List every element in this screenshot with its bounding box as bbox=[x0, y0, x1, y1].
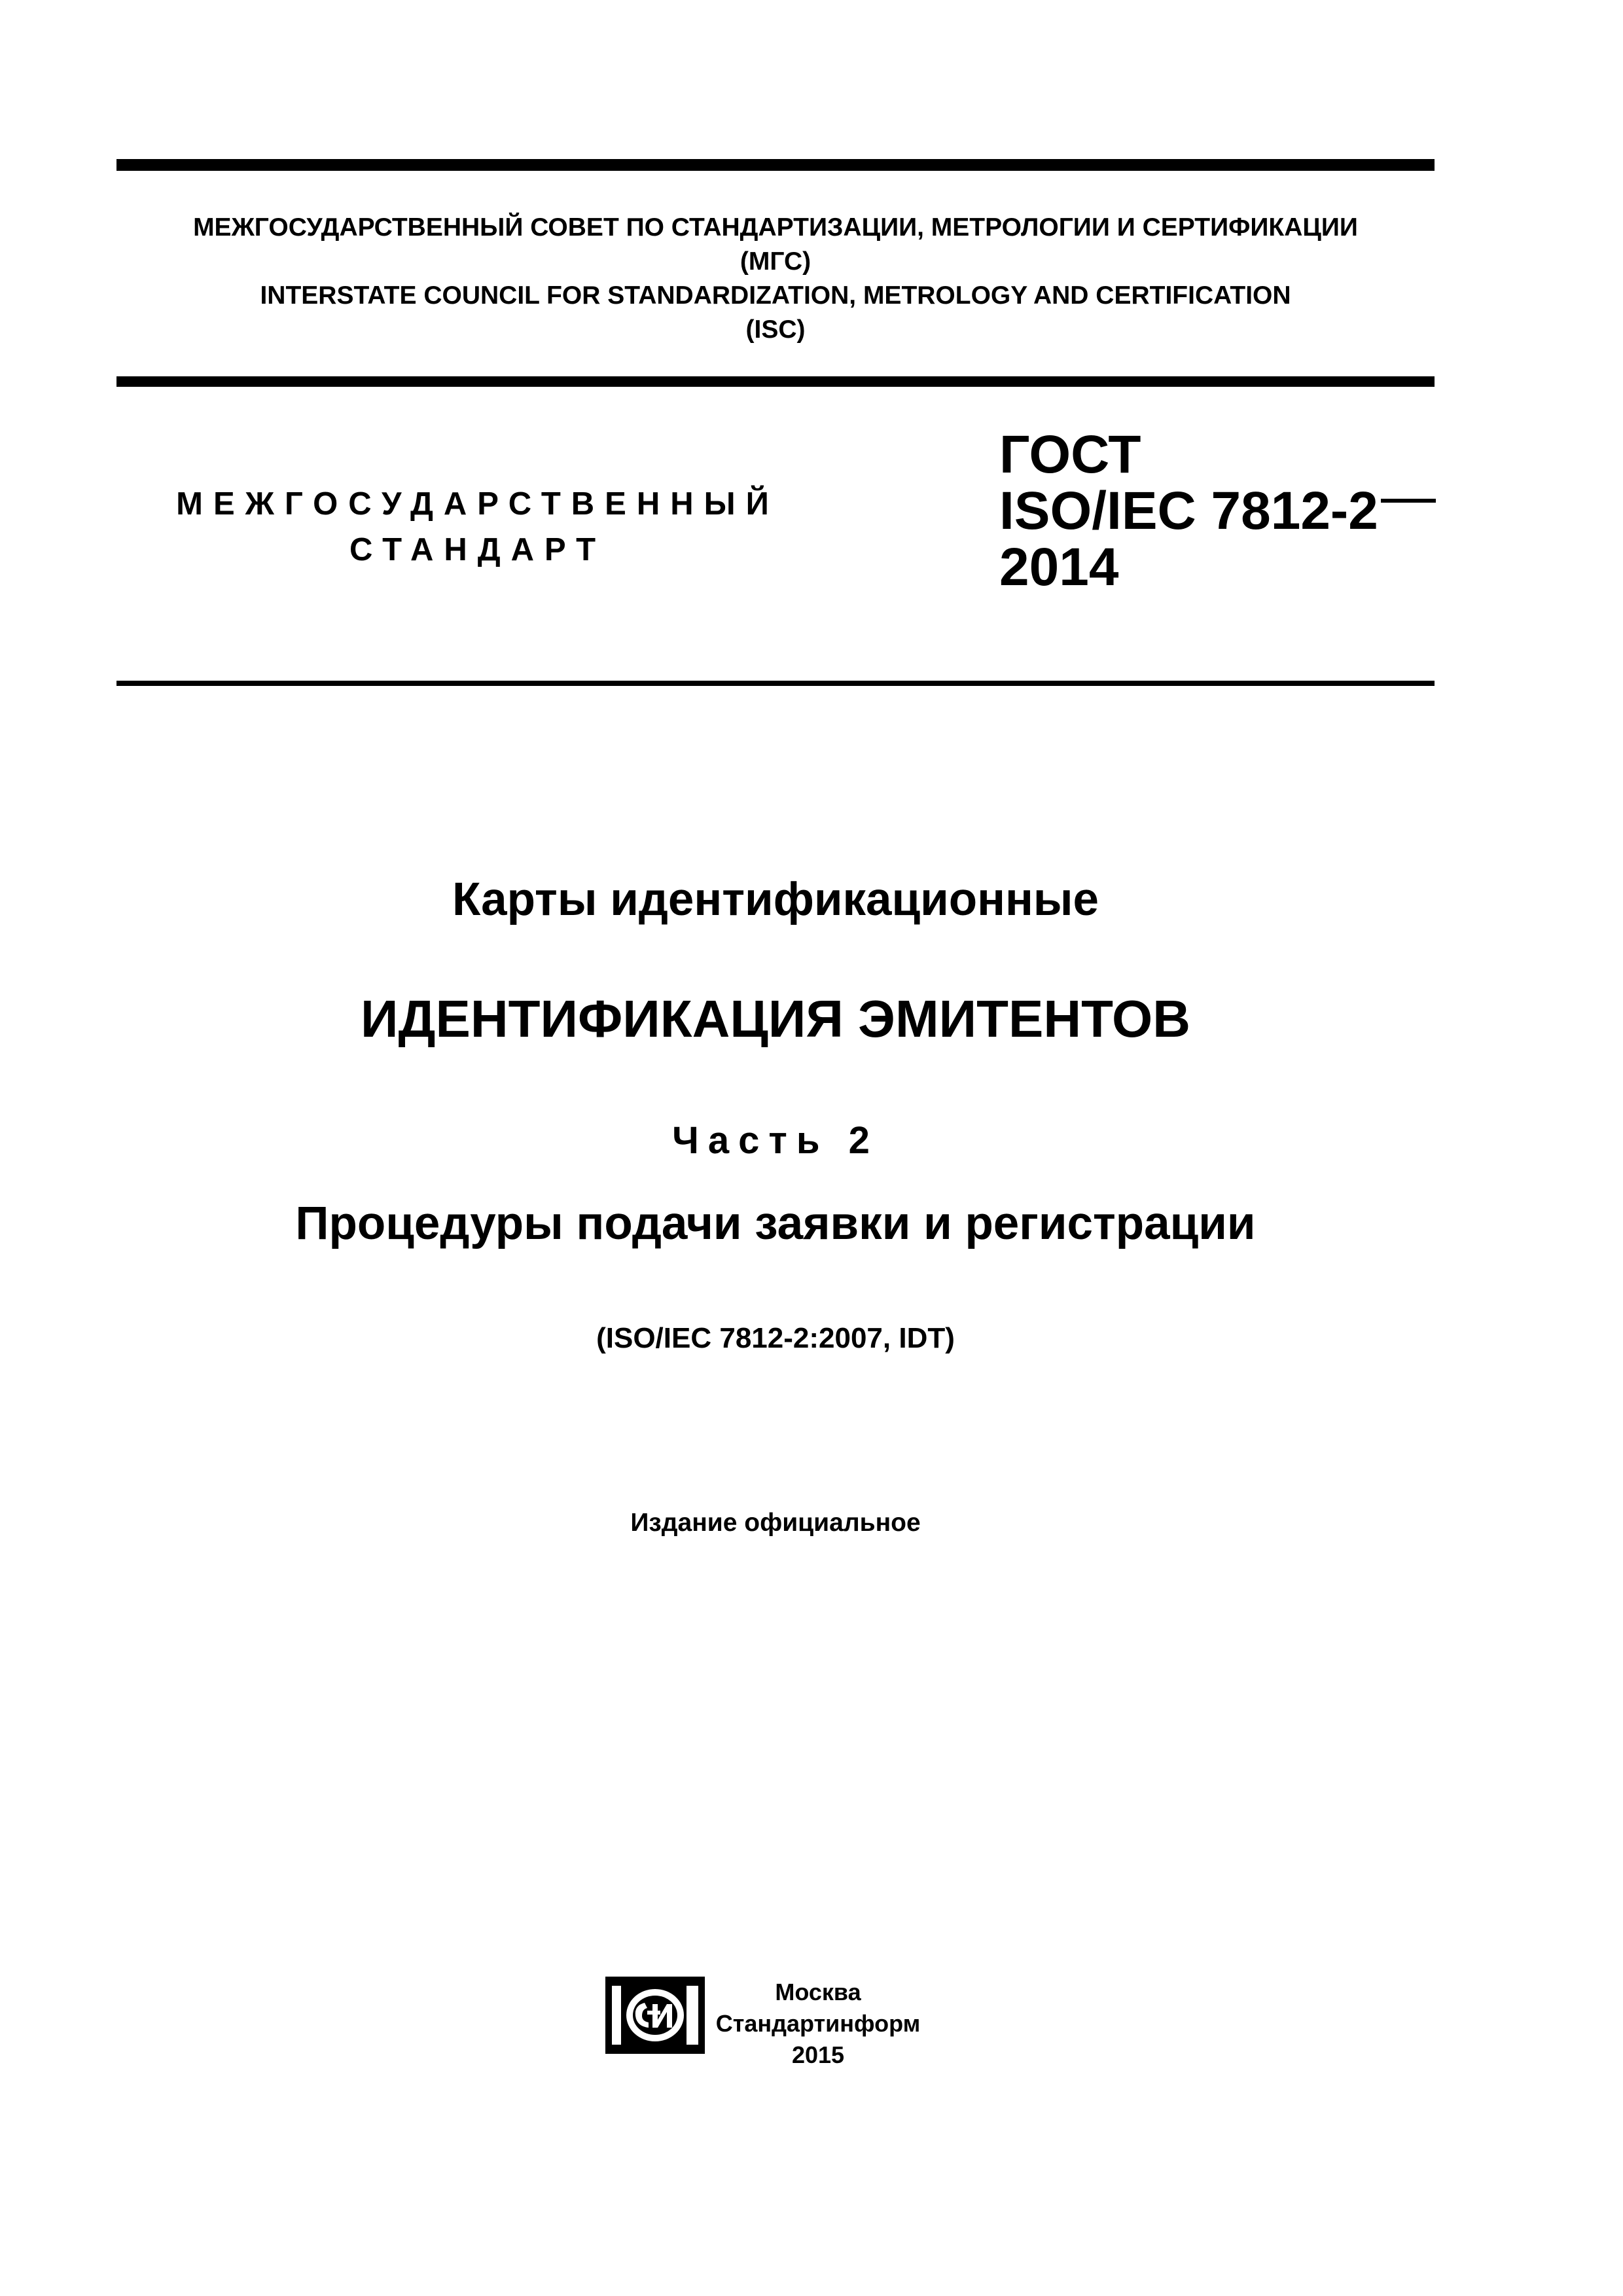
standartinform-logo-icon bbox=[605, 1977, 705, 2054]
publisher-name: Стандартинформ bbox=[715, 2010, 921, 2037]
top-rule bbox=[116, 159, 1435, 171]
standard-kind bbox=[151, 481, 805, 573]
document-subject: ИДЕНТИФИКАЦИЯ ЭМИТЕНТОВ bbox=[361, 990, 1190, 1048]
council-name-en: INTERSTATE COUNCIL FOR STANDARDIZATION, METROLOGY AND CERTIFICATION bbox=[260, 281, 1291, 310]
lower-rule bbox=[116, 681, 1435, 686]
standard-kind-line2: СТАНДАРТ bbox=[349, 532, 607, 567]
part-title: Процедуры подачи заявки и регистрации bbox=[295, 1198, 1256, 1249]
standard-kind-line1: МЕЖГОСУДАРСТВЕННЫЙ bbox=[176, 486, 779, 522]
document-title: Карты идентификационные bbox=[452, 874, 1099, 925]
council-name-ru: МЕЖГОСУДАРСТВЕННЫЙ СОВЕТ ПО СТАНДАРТИЗАЦИИ, МЕТРОЛОГИИ И СЕРТИФИКАЦИИ bbox=[193, 213, 1358, 242]
designation-dash bbox=[1381, 499, 1436, 503]
council-header bbox=[116, 211, 1435, 347]
publisher-year: 2015 bbox=[791, 2041, 845, 2068]
publisher-block bbox=[713, 1977, 923, 2071]
standard-year: 2014 bbox=[999, 537, 1119, 597]
standard-designation bbox=[999, 427, 1436, 596]
edition-note: Издание официальное bbox=[630, 1509, 921, 1537]
standard-number: ISO/IEC 7812-2 bbox=[999, 481, 1378, 541]
middle-rule bbox=[116, 376, 1435, 387]
standard-prefix: ГОСТ bbox=[999, 425, 1141, 484]
council-abbr-ru: (МГС) bbox=[740, 247, 812, 276]
iso-reference: (ISO/IEC 7812-2:2007, IDT) bbox=[596, 1322, 955, 1354]
publisher-city: Москва bbox=[775, 1979, 861, 2005]
council-abbr-en: (ISC) bbox=[745, 315, 806, 344]
document-part: Часть 2 bbox=[672, 1119, 879, 1162]
standard-number-line bbox=[999, 483, 1436, 539]
